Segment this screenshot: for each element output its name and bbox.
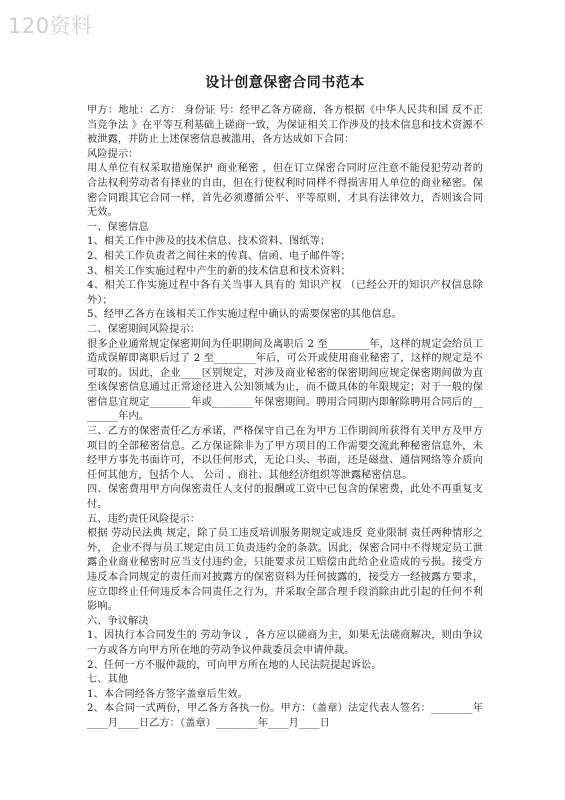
section-heading: 五、违约责任风险提示：: [87, 513, 201, 525]
paragraph: 三、乙方的保密责任乙方承诺，严格保守自己在为甲方工作期间所获得有关甲方及甲方项目的全部秘密信息。乙方保证除非为了甲方项目的工作需要交流此种秘密信息外，未经甲方事先书面许可，不以任何形式，无论口头、书面，还是磁盘、通信网络等介质向任何其他方，包括个人、 公司 、商社、其他经济组织等泄露秘密信息。: [87, 426, 483, 481]
section-heading: 二、保密期间风险提示：: [87, 323, 201, 335]
document-page: [87, 72, 483, 732]
list-item: 2、任何一方不服仲裁的，可向甲方所在地的人民法院提起诉讼。: [87, 659, 382, 671]
section-heading: 六、争议解决: [87, 615, 149, 627]
list-item: 1、因执行本合同发生的 劳动争议 ，各方应以磋商为主，如果无法磋商解决，则由争议一方或各方向甲方所在地的劳动争议仲裁委员会申请仲裁。: [87, 630, 483, 656]
list-item: 3、相关工作实施过程中产生的新的技术信息和技术资料；: [87, 265, 351, 277]
paragraph: 甲方：地址：乙方： 身份证 号：经甲乙各方磋商，各方根据《中华人民共和国 反不正当竞争法 》在平等互利基础上磋商一致，为保证相关工作涉及的技术信息和技术资源不被泄露，并防止上述保密信息被滥用，各方达成如下合同：: [87, 105, 483, 146]
paragraph: 根据 劳动民法典 规定，除了员工违反培训服务期规定或违反 竞业限制 责任两种情形之外， 企业不得与员工规定由员工负责违约金的条款。因此，保密合同中不得规定员工泄露企业商业秘密时应当支付违约金，只能要求员工赔偿由此给企业造成的亏损。接受方违反本合同规定的责任而对披露方的保密资料为任何披露的，接受方一经披露方要求，应立即终止任何违反本合同责任之行为，并采取全部合理手段消除由此引起的任何不利影响。: [87, 528, 483, 613]
document-title: 设计创意保密合同书范本: [205, 75, 365, 91]
list-item: 4、相关工作实施过程中各有关当事人具有的 知识产权 （已经公开的知识产权信息除外）；: [87, 280, 483, 306]
paragraph: 风险提示：: [87, 148, 139, 160]
section-heading: 一、保密信息: [87, 221, 149, 233]
document-body: [87, 104, 483, 732]
list-item: 2、相关工作负责者之间往来的传真、信函、电子邮件等；: [87, 250, 351, 262]
paragraph: 用人单位有权采取措施保护 商业秘密 ，但在订立保密合同时应注意不能侵犯劳动者的合法权利劳动者有择业的自由，但在行使权利时同样不得损害用人单位的商业秘密。保密合同跟其它合同一样，首先必须遵循公平、平等原则，才具有法律效力，否则该合同无效。: [87, 163, 483, 219]
watermark-logo: 120资料: [8, 14, 93, 38]
paragraph: 很多企业通常规定保密期间为任职期间及离职后 2 至________年，这样的规定会给员工造成误解即离职后过了 2 至________年后，可公开或使用商业秘密了，这样的规定是不可取的。因此，企业____区别规定，对涉及商业秘密的保密期间应规定保密期间做为直至该保密信息通过正常途径进入公知领域为止，而不做具体的年限规定；对于一般的保密信息宜规定________年或________年保密期间。聘用合同期内即解除聘用合同后的________年内。: [87, 338, 483, 423]
signature-line: 2、本合同一式两份，甲乙各方各执一份。甲方：（盖章）法定代表人签名：________年____月____日乙方：（盖章）________年____月____日: [87, 703, 483, 729]
section-heading: 七、其他: [87, 674, 129, 686]
list-item: 5、经甲乙各方在该相关工作实施过程中确认的需要保密的其他信息。: [87, 309, 403, 321]
list-item: 1、相关工作中涉及的技术信息、技术资料、图纸等；: [87, 236, 331, 248]
list-item: 1、本合同经各方签字盖章后生效。: [87, 688, 248, 700]
paragraph: 四、保密费用甲方向保密责任人支付的报酬或工资中已包含的保密费，此处不再重复支付。: [87, 484, 483, 511]
